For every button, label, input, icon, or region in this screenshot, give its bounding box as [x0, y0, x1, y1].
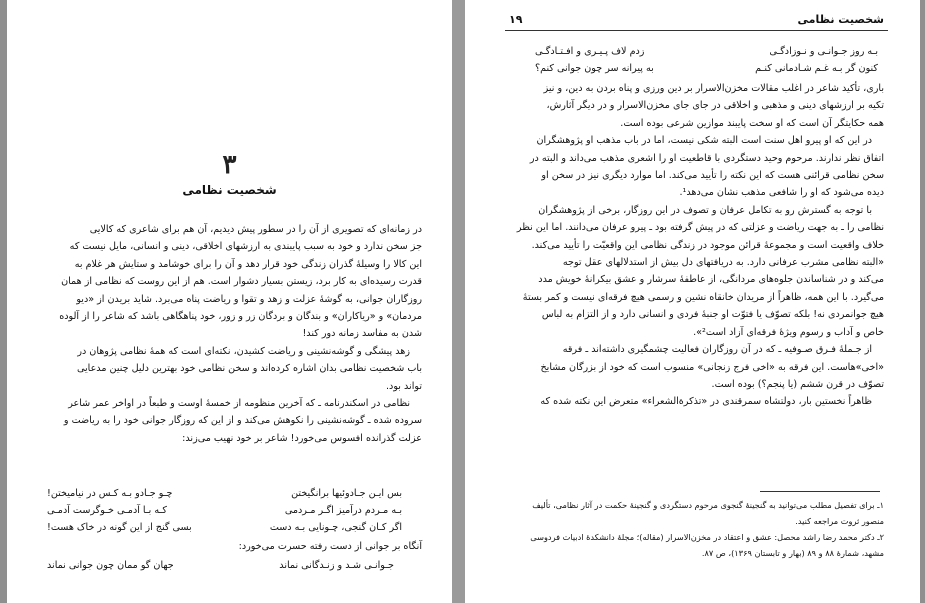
text-line: می‌کند و در شناساندن جلوه‌های مردانگی، از عاطفهٔ سرشار و عشق بیکرانهٔ خویش مدد [538, 274, 884, 286]
footnote-line: ۱ـ برای تفصیل مطلب می‌توانید به گنجینهٔ گنجوی مرحوم دستگردی و گنجینهٔ حکمت در آثار نظامی، تألیف [532, 500, 884, 510]
right-body [505, 80, 884, 411]
chapter-number: ۳ [222, 150, 237, 180]
text-line: باری، تأکید شاعر در اغلب مقالات مخزن‌الاسرار بر دین ورزی و پناه بردن به دین، و نیز [543, 83, 884, 94]
text-line: زهد پیشگی و گوشه‌نشینی و ریاضت کشیدن، نکته‌ای است که همهٔ نظامی پژوهان در [77, 345, 410, 357]
running-title: شخصیت نظامی [797, 13, 884, 26]
text-line: خاص و آداب و رسوم ویژهٔ فرقه‌ای آزاد است²». [693, 326, 884, 338]
footnote-line: منصور ثروت مراجعه کنید. [795, 516, 884, 526]
text-line: تصوّف در قرن ششم (یا پنجم؟) بوده است. [711, 378, 884, 390]
verse-hemistich: کنون گر بـه غـم شـادمانی کنـم [755, 63, 878, 75]
verse-hemistich: جـوانـی شـد و زنـدگانی نماند [279, 560, 394, 571]
text-line: با توجه به گسترش رو به تکامل عرفان و تصوف در این روزگار، برخی از پژوهشگران [538, 204, 872, 216]
verse-hemistich: اگر کـان گنجی، چـونایی بـه دست [269, 522, 402, 534]
verse-hemistich: کـه بـا آدمـی خـوگرست آدمـی [47, 505, 167, 517]
verse-couplet [47, 557, 394, 574]
footnote-line: ۲ـ دکتر محمد رضا راشد محصل: عشق و اعتقاد در مخزن‌الاسرار (مقاله)؛ مجلهٔ دانشکدهٔ ادبیات فردوسی [530, 532, 884, 542]
footnote-line: مشهد، شمارهٔ ۸۸ و ۸۹ (بهار و تابستان ۱۳۶۹)، ص ۸۷. [701, 548, 884, 558]
text-line: اتفاق نظر ندارند. مرحوم وحید دستگردی با قاطعیت او را اشعری مذهب می‌داند و البته در [529, 152, 884, 164]
text-line: باب شخصیت نظامی بدان اشاره کرده‌اند و سخن نظامی خود بهترین دلیل چنین مدعایی [76, 363, 422, 375]
text-line: قدرت رسیده‌ای به کار برد، زیستن بسیار دشوار است. هم از این روست که نظامی از همان [61, 276, 422, 288]
text-line: روزگاران جوانی، به گوشهٔ عزلت و زهد و تقوا و ریاضت پناه می‌برد. شاید بریدن از «دیو [76, 293, 422, 305]
text-line: «البته نظامی مشرب عرفانی دارد. به دریافتهای دل بیش از استدلالهای عقل توجه [562, 257, 884, 269]
text-line: سخن نظامی قرائنی هست که این نکته را تأیید می‌کند. اما موارد دیگری نیز در سخن او [541, 170, 884, 182]
text-line: تواند بود. [386, 380, 422, 392]
text-line: از جـملهٔ فـرق صـوفیه ـ که در آن روزگاران فعالیت چشمگیری داشته‌اند ـ فرقه [562, 344, 872, 356]
text-line: شدن به مفاسد زمانه دور کند! [302, 328, 422, 340]
text-line: همه حکایتگر آن است که او سخت پایبند موازین شرعی بوده است. [620, 117, 884, 129]
verse-hemistich: چـو جـادو بـه کـس در نیامیختن! [47, 488, 173, 499]
text-line: در زمانه‌ای که تصویری از آن را در سطور پیش دیدیم، آن هم برای شاعری که کالایی [89, 224, 422, 235]
verse-hemistich: جهان گو ممان چون جوانی نماند [47, 560, 174, 571]
text-line: «اخی»هاست. این فرقه به «اخی فرج زنجانی» منسوب است که خود از بزرگان مشایخ [540, 361, 884, 373]
verse-hemistich: بـه روز جـوانـی و نـوزادگـی [769, 46, 878, 57]
text-line: تکیه بر ارزشهای دینی و مذهبی و اخلاقی در جای جای مخزن‌الاسرار و در دیگر آثارش، [546, 100, 884, 112]
verse-hemistich: بـه مـردم درآمیز اگـر مـردمی [284, 505, 402, 517]
text-line: نظامی را ـ به جهت ریاضت و عزلتی که در پیش گرفته بود ـ پیرو عرفان می‌دانند. اما این نظر [516, 222, 884, 234]
verse-hemistich: بسی گنج از این گونه در خاک هست! [47, 522, 192, 534]
verse-couplet [525, 43, 878, 60]
left-page [7, 0, 452, 603]
left-body [39, 221, 422, 447]
text-line: نظامی در اسکندرنامه ـ که آخرین منظومه از خمسهٔ اوست و طبعاً در اواخر عمر شاعر [68, 398, 410, 410]
page-number: ۱۹ [509, 13, 523, 26]
text-line: خلاف واقعیت است و مجموعهٔ قرائن موجود در زندگی نظامی این واقعیّت را تأیید می‌کند. [531, 239, 884, 251]
footnotes [505, 497, 884, 561]
verse-couplet [47, 519, 402, 536]
text-line: این کالا را وسیلهٔ گذران زندگی خود قرار دهد و آن را برای خوشامد و ستایش هر غلام به [74, 258, 422, 270]
verse-hemistich: زدم لاف پـیـری و افـتـادگـی [535, 46, 645, 57]
text-line: در این که او پیرو اهل سنت است البته شکی نیست، اما در باب مذهب او پژوهشگران [536, 135, 872, 147]
verse-couplet [525, 60, 878, 77]
footnote-separator [760, 491, 880, 492]
right-page [465, 0, 920, 603]
running-header [505, 12, 888, 31]
text-line: سروده شده ـ گوشه‌نشینی را نکوهش می‌کند و از این که روزگار جوانی خود را به ریاضت و [63, 415, 422, 427]
text-line: هیچ جوانمردی نه! بلکه تصوّف یا فتوّت او جنبهٔ فردی و انسانی دارد و از التزام به لباس [541, 309, 884, 321]
text-line: دیده می‌شود که او را شافعی مذهب نشان می‌دهد¹. [679, 187, 884, 199]
lead-line: آنگاه بر جوانی از دست رفته حسرت می‌خورد: [238, 541, 422, 552]
text-line: جز سخن ندارد و خود به سبب پایبندی به ارزشهای اخلاقی، دینی و انسانی، مایل نیست که [69, 241, 422, 253]
text-line: مردمان» و «ریاکاران» و بندگان و بردگان زر و زور، خود پناهگاهی باشد که شاعر را از آلوده [59, 311, 422, 323]
verse-couplet [47, 485, 402, 502]
left-couplets [47, 485, 402, 537]
text-line: می‌گیرد. با این همه، ظاهراً از مریدان خانقاه نشین و رسمی هیچ فرقه‌ای نیست و کمر بستهٔ [522, 291, 884, 303]
page-gutter [452, 0, 465, 603]
right-couplets [525, 43, 878, 77]
verse-hemistich: به پیرانه سر چون جوانی کنم؟ [535, 63, 654, 75]
chapter-title: شخصیت نظامی [182, 183, 277, 197]
verse-couplet [47, 502, 402, 519]
text-line: عزلت گذرانده افسوس می‌خورد! شاعر بر خود نهیب می‌زند: [182, 432, 422, 444]
verse-hemistich: بس ایـن جـادوئیها برانگیختن [291, 488, 402, 499]
left-couplet-last [47, 557, 394, 574]
text-line: ظاهراً نخستین بار، دولتشاه سمرقندی در «تذکرةالشعراء» متعرض این نکته شده که [540, 396, 872, 408]
